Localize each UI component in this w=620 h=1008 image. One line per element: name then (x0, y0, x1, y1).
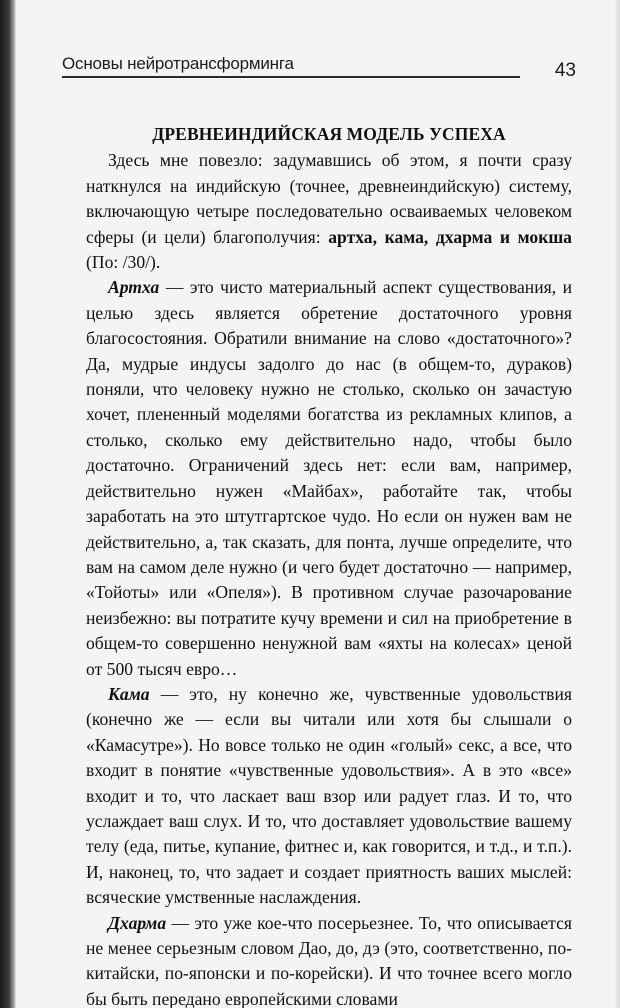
term-kama: Кама (108, 683, 150, 704)
book-spine-shadow (0, 0, 16, 1008)
term-artha: Артха (108, 277, 160, 298)
paragraph-intro-text: Здесь мне повезло: задумавшись об этом, я почти сразу наткнулся на индийскую (точнее, древнеиндийскую) систему, включающую четыре последовательно осваиваемых человеком сферы (и цели) благополучия: (86, 150, 572, 247)
paragraph-intro (86, 148, 572, 275)
page-number: 43 (554, 60, 576, 81)
running-head: Основы нейротрансформинга (62, 54, 294, 73)
page-header (62, 48, 582, 84)
page-edge (614, 0, 620, 1008)
section-title: ДРЕВНЕИНДИЙСКАЯ МОДЕЛЬ УСПЕХА (152, 124, 506, 144)
term-dharma: Дхарма (108, 912, 167, 933)
paragraph-kama (86, 682, 572, 911)
paragraph-kama-text: — это, ну конечно же, чувственные удовольствия (конечно же — если вы читали или хотя бы слышали о «Камасутре»). Но вовсе только не один «голый» секс, а все, что входит в понятие «чувственные удовольствия». А в это «все» входит и то, что ласкает ваш взор или радует глаз. И то, что услаждает ваш слух. И то, что доставляет удовольствие вашему телу (еда, питье, купание, фитнес и, как говорится, и т.д., и т.п.). И, наконец, то, что задает и создает приятность ваших мыслей: всяческие умственные наслаждения. (86, 683, 572, 908)
paragraph-intro-tail: (По: /30/). (86, 252, 161, 273)
header-rule (62, 76, 520, 78)
paragraph-intro-bold: артха, кама, дхарма и мокша (328, 226, 572, 247)
paragraph-dharma (86, 911, 572, 1008)
paragraph-artha-text: — это чисто материальный аспект существования, и целью здесь является обретение достаточного уровня благосостояния. Обратили внимание на слово «достаточного»? Да, мудрые индусы задолго до нас (в общем-то, дураков) поняли, что человеку нужно не столько, сколько он зачастую хочет, плененный моделями богатства из рекламных клипов, а столько, сколько ему действительно надо, чтобы было достаточно. Ограничений здесь нет: если вам, например, действительно нужен «Майбах», работайте так, чтобы заработать на это штутгартское чудо. Но если он нужен вам не действительно, а, так сказать, для понта, лучше определите, что вам на самом деле нужно (и чего будет достаточно — например, «Тойоты» или «Опеля»). В противном случае разочарование неизбежно: вы потратите кучу времени и сил на приобретение в общем-то совершенно ненужной вам «яхты на колесах» ценой от 500 тысяч евро… (86, 277, 572, 679)
body-text (86, 122, 572, 1008)
paragraph-artha (86, 275, 572, 682)
paragraph-dharma-text: — это уже кое-что посерьезнее. То, что описывается не менее серьезным словом Дао, до, дэ (это, соответственно, по-китайски, по-японски и по-корейски). И что точнее всего могло бы быть передано европейскими словами (86, 912, 572, 1008)
